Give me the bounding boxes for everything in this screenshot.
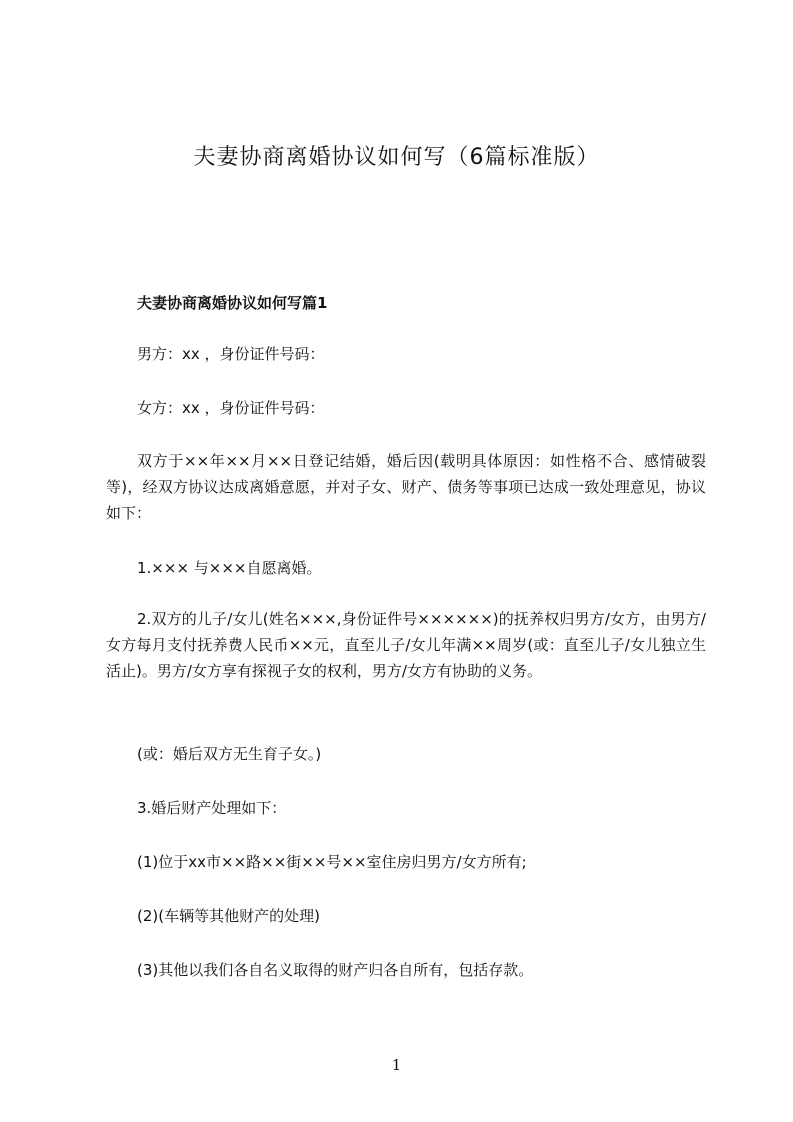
property-item-2: (2)(车辆等其他财产的处理) [137,907,320,925]
property-item-1: (1)位于xx市××路××街××号××室住房归男方/女方所有; [137,853,527,871]
agreement-item-1: 1.××× 与×××自愿离婚。 [137,559,322,577]
male-party-line: 男方：xx ，身份证件号码： [137,345,325,363]
intro-paragraph: 双方于××年××月××日登记结婚，婚后因(载明具体原因：如性格不合、感情破裂等)，经双方协议达成离婚意愿，并对子女、财产、债务等事项已达成一致处理意见，协议如下： [106,452,706,522]
agreement-item-2-alternative: (或：婚后双方无生育子女。) [137,745,322,763]
page-number: 1 [391,1056,402,1074]
agreement-item-3: 3.婚后财产处理如下： [137,799,287,817]
document-title: 夫妻协商离婚协议如何写（6篇标准版） [193,145,600,170]
agreement-item-2: 2.双方的儿子/女儿(姓名×××,身份证件号××××××)的抚养权归男方/女方，由男方/女方每月支付抚养费人民币××元，直至儿子/女儿年满××周岁(或：直至儿子/女儿独立生活止)。男方/女方享有探视子女的权利，男方/女方有协助的义务。 [106,610,706,680]
section-heading: 夫妻协商离婚协议如何写篇1 [137,294,328,312]
property-item-3: (3)其他以我们各自名义取得的财产归各自所有，包括存款。 [137,961,534,979]
female-party-line: 女方：xx ，身份证件号码： [137,399,325,417]
